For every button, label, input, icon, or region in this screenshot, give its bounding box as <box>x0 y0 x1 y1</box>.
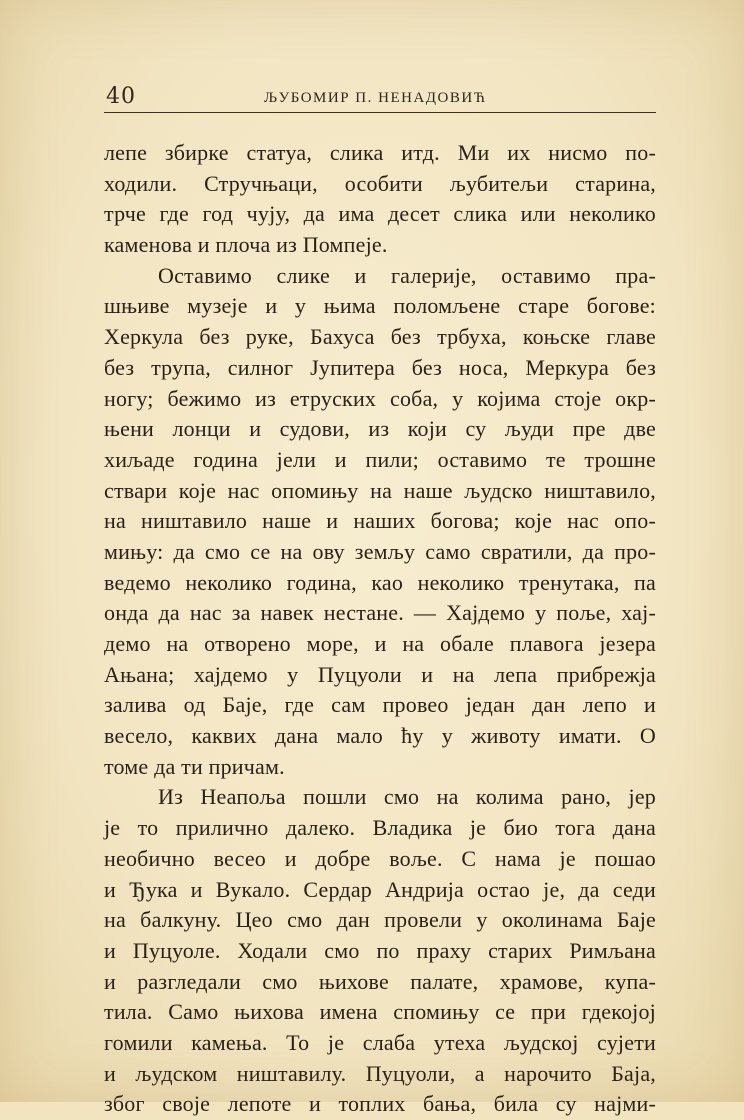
text-line: ствари које нас опомињу на наше људско ништавило, <box>104 477 656 503</box>
text-line: тила. Само њихова имена спомињу се при гдекојој <box>104 999 656 1025</box>
text-line: без трупа, силног Јупитера без носа, Меркура без <box>104 354 656 380</box>
text-line: је то прилично далеко. Владика је био тога дана <box>104 815 656 841</box>
text-line: ногу; бежимо из етруских соба, у којима стоје окр- <box>104 385 656 411</box>
text-line: и разгледали смо њихове палате, храмове, купа- <box>104 968 656 994</box>
text-line: због своје лепоте и топлих бања, била су најми- <box>104 1091 656 1117</box>
text-line: ведемо неколико година, као неколико тренутака, па <box>104 569 656 595</box>
text-line: необично весео и добре воље. С нама је пошао <box>104 845 656 871</box>
page-header <box>104 82 656 113</box>
text-line: шњиве музеје и у њима поломљене старе богове: <box>104 293 656 319</box>
text-line: хиљаде година јели и пили; оставимо те трошне <box>104 446 656 472</box>
text-line: трче где год чују, да има десет слика или неколико <box>104 201 656 227</box>
text-line: онда да нас за навек нестане. — Хајдемо у поље, хај- <box>104 600 656 626</box>
text-line: и Ђука и Вукало. Сердар Андрија остао је, да седи <box>104 876 656 902</box>
text-line: и Пуцуоле. Ходали смо по праху старих Римљана <box>104 937 656 963</box>
running-head: ЉУБОМИР П. НЕНАДОВИЋ <box>264 90 487 106</box>
text-line: ходили. Стручњаци, особити љубитељи старина, <box>104 170 656 196</box>
text-line: Херкула без руке, Бахуса без трбуха, коњске главе <box>104 324 656 350</box>
text-line: њени лонци и судови, из који су људи пре две <box>104 416 656 442</box>
text-line: мињу: да смо се на ову земљу само свратили, да про- <box>104 538 656 564</box>
text-line: каменова и плоча из Помпеје. <box>104 232 388 258</box>
text-line: томе да ти причам. <box>104 753 285 779</box>
text-line: и људском ништавилу. Пуцуоли, а нарочито Баја, <box>104 1060 656 1086</box>
text-line: демо на отворено море, и на обале плавога језера <box>104 631 656 656</box>
body-text <box>104 138 656 1120</box>
text-line: на ништавило наше и наших богова; које нас опо- <box>104 508 656 534</box>
text-line: на балкуну. Цео смо дан провели у околинама Баје <box>104 907 656 933</box>
text-line: лепе збирке статуа, слика итд. Ми их нисмо по- <box>104 140 656 165</box>
text-line: гомили камења. То је слаба утеха људској сујети <box>104 1029 656 1055</box>
text-line: Ањана; хајдемо у Пуцуоли и на лепа прибрежја <box>104 661 656 687</box>
text-line: Оставимо слике и галерије, оставимо пра- <box>158 262 656 288</box>
page-number: 40 <box>106 84 136 109</box>
text-line: весело, каквих дана мало ћу у животу имати. О <box>104 723 656 749</box>
text-line: залива од Баје, где сам провео један дан лепо и <box>104 692 656 718</box>
text-line: Из Неапоља пошли смо на колима рано, јер <box>158 784 656 810</box>
